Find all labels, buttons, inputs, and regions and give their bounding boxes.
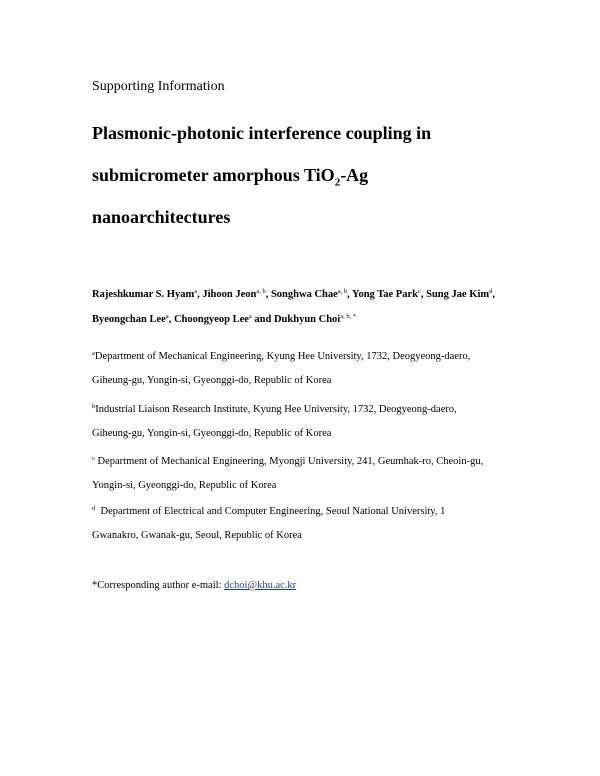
line1-author-affiliation-marker: a, b [256,288,266,295]
affiliation-b-line-1 [92,403,457,417]
line2-author-affiliation-marker: a [165,313,169,320]
paper-title-subscript: 2 [334,176,341,189]
line2-author-affiliation-marker: a [248,313,252,320]
affiliation-c-marker: c [92,455,95,462]
paper-title-line-2 [92,164,369,189]
author-list-line-1 [92,288,495,302]
affiliation-d-line-2: Gwanakro, Gwanak-gu, Seoul, Republic of Korea [92,530,302,541]
affiliation-c-text: Department of Mechanical Engineering, Myongji University, 241, Geumhak-ro, Cheoin-gu, [94,456,484,467]
corresponding-author-email-link[interactable]: dchoi@khu.ac.kr [224,580,297,591]
line1-author-name: Rajeshkumar S. Hyam [92,289,195,300]
paper-title-line-2-pre: submicrometer amorphous TiO [92,165,335,185]
line1-author-name: , Songhwa Chae [265,289,338,300]
affiliation-c-line-2: Yongin-si, Gyeonggi-do, Republic of Korea [92,480,277,491]
line1-author-affiliation-marker: d [489,288,493,295]
line1-author-name: , Jihoon Jeon [197,289,257,300]
line1-author-affiliation-marker: c [417,288,421,295]
affiliation-b-line-2: Giheung-gu, Yongin-si, Gyeonggi-do, Republic of Korea [92,428,332,439]
affiliation-b-text: Industrial Liaison Research Institute, Kyung Hee University, 1732, Deogyeong-daero, [95,404,457,415]
affiliation-a-marker: a [92,350,95,357]
corresponding-author-label: *Corresponding author e-mail: [92,580,225,591]
line1-author-name: , Sung Jae Kim [420,289,490,300]
supporting-information-heading: Supporting Information [92,79,225,94]
corresponding-author-line [92,579,296,593]
paper-title-line-2-post: -Ag [340,165,369,185]
line2-author-name: and Dukhyun Choi [251,314,341,325]
affiliation-a-text: Department of Mechanical Engineering, Kyung Hee University, 1732, Deogyeong-daero, [94,351,471,362]
affiliation-a-line-2: Giheung-gu, Yongin-si, Gyeonggi-do, Republic of Korea [92,375,332,386]
line1-author-name: , Yong Tae Park [347,289,418,300]
line2-author-name: Byeongchan Lee [92,314,166,325]
affiliation-d-text: Department of Electrical and Computer Engineering, Seoul National University, 1 [95,506,446,517]
line2-author-name: , Choongyeop Lee [168,314,249,325]
paper-title-line-3: nanoarchitectures [92,207,231,227]
line2-author-affiliation-marker: a, b, * [340,313,357,320]
affiliation-d-line-1 [92,505,445,519]
affiliation-c-line-1 [92,455,483,469]
line1-author-affiliation-marker: a, b [337,288,348,295]
line1-author-name: , [492,289,495,300]
affiliation-d-marker: d [92,505,96,512]
paper-title-line-1: Plasmonic-photonic interference coupling in [92,123,432,143]
affiliation-b-marker: b [92,403,96,410]
line1-author-affiliation-marker: a [194,288,198,295]
author-list-line-2 [92,313,356,327]
affiliation-a-line-1 [92,350,470,364]
